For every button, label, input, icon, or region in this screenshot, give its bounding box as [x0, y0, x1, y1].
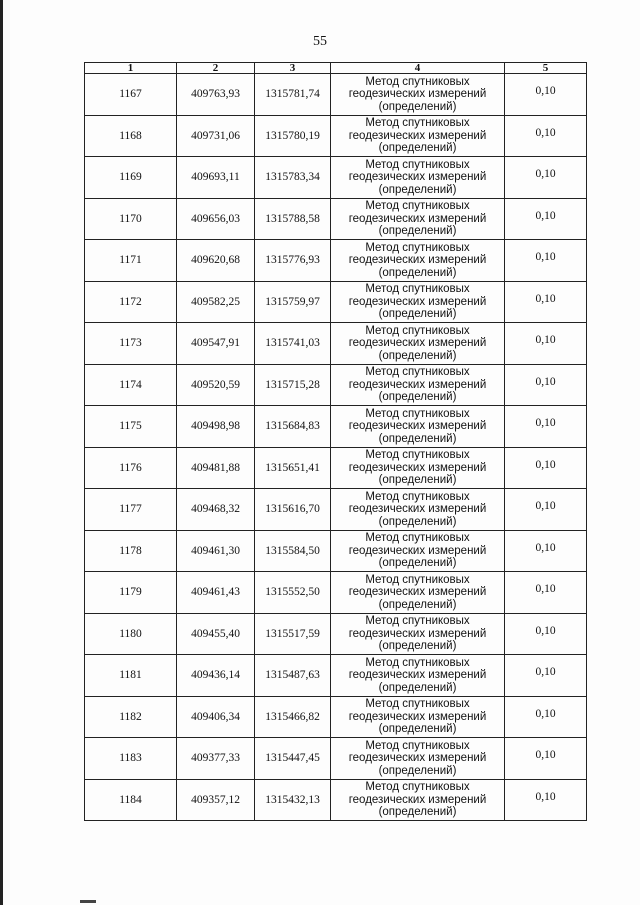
method-cell [331, 157, 505, 199]
method-line: геодезических измерений [348, 88, 487, 100]
point-number-cell: 1172 [85, 281, 177, 323]
method-line: геодезических измерений [348, 378, 487, 391]
method-line: (определений) [378, 598, 457, 611]
method-line: геодезических измерений [348, 212, 487, 225]
method-line: (определений) [378, 349, 457, 362]
method-cell [331, 115, 505, 157]
coord-y-cell: 1315584,50 [255, 530, 331, 572]
accuracy-cell [505, 115, 587, 157]
accuracy-cell [505, 530, 587, 572]
method-line: (определений) [378, 557, 457, 569]
point-number-cell: 1180 [85, 613, 177, 655]
accuracy-cell [505, 613, 587, 655]
table-row [85, 198, 587, 240]
coord-x-cell: 409620,68 [177, 240, 255, 282]
point-number-cell: 1181 [85, 655, 177, 697]
accuracy-cell [505, 738, 587, 780]
coord-y-cell: 1315616,70 [255, 489, 331, 531]
table-row [85, 281, 587, 323]
accuracy-value: 0,10 [535, 541, 556, 554]
coord-x-cell: 409406,34 [177, 696, 255, 738]
page-number: 55 [313, 34, 327, 49]
accuracy-cell [505, 198, 587, 240]
accuracy-value: 0,10 [535, 375, 556, 388]
point-number-cell: 1173 [85, 323, 177, 365]
method-line: геодезических измерений [348, 171, 487, 183]
table-row [85, 74, 587, 116]
method-line: геодезических измерений [348, 669, 487, 681]
coordinates-table [84, 62, 587, 821]
method-cell [331, 530, 505, 572]
table-body [85, 74, 587, 821]
method-line: Метод спутниковых [365, 781, 470, 793]
method-cell [331, 74, 505, 116]
point-number-cell: 1168 [85, 115, 177, 157]
accuracy-value: 0,10 [535, 707, 556, 720]
method-line: Метод спутниковых [365, 366, 470, 378]
table-row [85, 655, 587, 697]
method-line: геодезических измерений [348, 254, 487, 266]
method-line: Метод спутниковых [365, 698, 470, 710]
point-number-cell: 1174 [85, 364, 177, 406]
accuracy-cell [505, 364, 587, 406]
coord-x-cell: 409357,12 [177, 779, 255, 821]
coord-x-cell: 409461,43 [177, 572, 255, 614]
method-cell [331, 447, 505, 489]
coord-y-cell: 1315783,34 [255, 157, 331, 199]
table-row [85, 240, 587, 282]
method-line: (определений) [378, 681, 457, 694]
accuracy-value: 0,10 [535, 85, 556, 98]
accuracy-value: 0,10 [535, 500, 556, 513]
coord-y-cell: 1315432,13 [255, 779, 331, 821]
coord-y-cell: 1315776,93 [255, 240, 331, 282]
scan-mark [80, 900, 96, 903]
point-number-cell: 1167 [85, 74, 177, 116]
accuracy-cell [505, 447, 587, 489]
coord-x-cell: 409693,11 [177, 157, 255, 199]
accuracy-cell [505, 281, 587, 323]
method-line: геодезических измерений [348, 420, 487, 432]
header-row [85, 63, 587, 74]
coord-x-cell: 409763,93 [177, 74, 255, 116]
method-line: Метод спутниковых [365, 490, 470, 503]
method-line: геодезических измерений [348, 793, 487, 806]
accuracy-cell [505, 489, 587, 531]
coord-y-cell: 1315715,28 [255, 364, 331, 406]
method-line: (определений) [378, 225, 457, 237]
table-row [85, 447, 587, 489]
method-cell [331, 281, 505, 323]
method-cell [331, 198, 505, 240]
method-line: геодезических измерений [348, 627, 487, 640]
method-line: геодезических измерений [348, 129, 487, 142]
method-cell [331, 738, 505, 780]
table-row [85, 115, 587, 157]
accuracy-cell [505, 779, 587, 821]
method-line: Метод спутниковых [365, 739, 470, 752]
scan-edge [0, 0, 3, 905]
accuracy-cell [505, 323, 587, 365]
point-number-cell: 1177 [85, 489, 177, 531]
point-number-cell: 1178 [85, 530, 177, 572]
header-col-2: 2 [177, 63, 255, 74]
accuracy-cell [505, 157, 587, 199]
table-row [85, 613, 587, 655]
coord-x-cell: 409547,91 [177, 323, 255, 365]
coord-y-cell: 1315651,41 [255, 447, 331, 489]
method-line: (определений) [378, 183, 457, 196]
method-line: Метод спутниковых [365, 615, 470, 627]
accuracy-value: 0,10 [535, 749, 556, 762]
method-line: геодезических измерений [348, 752, 487, 764]
accuracy-cell [505, 572, 587, 614]
method-cell [331, 240, 505, 282]
method-line: Метод спутниковых [365, 283, 470, 295]
accuracy-value: 0,10 [535, 126, 556, 139]
method-line: Метод спутниковых [365, 407, 470, 420]
point-number-cell: 1169 [85, 157, 177, 199]
coord-x-cell: 409468,32 [177, 489, 255, 531]
coord-y-cell: 1315447,45 [255, 738, 331, 780]
method-cell [331, 655, 505, 697]
accuracy-cell [505, 655, 587, 697]
coord-y-cell: 1315781,74 [255, 74, 331, 116]
method-cell [331, 406, 505, 448]
method-line: (определений) [378, 308, 457, 320]
coord-y-cell: 1315780,19 [255, 115, 331, 157]
method-line: (определений) [378, 806, 457, 818]
method-cell [331, 364, 505, 406]
coord-y-cell: 1315552,50 [255, 572, 331, 614]
header-col-5: 5 [505, 63, 587, 74]
method-line: геодезических измерений [348, 503, 487, 515]
accuracy-value: 0,10 [535, 209, 556, 222]
method-line: Метод спутниковых [365, 158, 470, 171]
table-row [85, 696, 587, 738]
method-line: Метод спутниковых [365, 200, 470, 212]
method-line: Метод спутниковых [365, 656, 470, 669]
method-line: геодезических измерений [348, 710, 487, 723]
accuracy-value: 0,10 [535, 334, 556, 347]
method-line: (определений) [378, 391, 457, 403]
method-line: (определений) [378, 515, 457, 528]
method-line: геодезических измерений [348, 586, 487, 598]
coord-y-cell: 1315684,83 [255, 406, 331, 448]
accuracy-value: 0,10 [535, 417, 556, 430]
method-cell [331, 779, 505, 821]
table-row [85, 738, 587, 780]
accuracy-cell [505, 240, 587, 282]
method-line: (определений) [378, 432, 457, 445]
table-row [85, 572, 587, 614]
point-number-cell: 1170 [85, 198, 177, 240]
accuracy-value: 0,10 [535, 666, 556, 679]
coord-x-cell: 409455,40 [177, 613, 255, 655]
accuracy-value: 0,10 [535, 458, 556, 471]
method-line: (определений) [378, 764, 457, 777]
point-number-cell: 1179 [85, 572, 177, 614]
coord-y-cell: 1315741,03 [255, 323, 331, 365]
accuracy-value: 0,10 [535, 583, 556, 596]
coord-x-cell: 409498,98 [177, 406, 255, 448]
method-line: Метод спутниковых [365, 241, 470, 254]
accuracy-value: 0,10 [535, 790, 556, 803]
coord-x-cell: 409377,33 [177, 738, 255, 780]
method-line: Метод спутниковых [365, 532, 470, 544]
coord-y-cell: 1315487,63 [255, 655, 331, 697]
coord-x-cell: 409436,14 [177, 655, 255, 697]
table-row [85, 364, 587, 406]
method-line: Метод спутниковых [365, 449, 470, 461]
method-line: (определений) [378, 100, 457, 113]
header-col-3: 3 [255, 63, 331, 74]
method-line: (определений) [378, 640, 457, 652]
table-row [85, 779, 587, 821]
method-cell [331, 696, 505, 738]
method-line: (определений) [378, 723, 457, 735]
table-row [85, 406, 587, 448]
header-col-1: 1 [85, 63, 177, 74]
method-line: Метод спутниковых [365, 117, 470, 129]
accuracy-value: 0,10 [535, 292, 556, 305]
coord-y-cell: 1315759,97 [255, 281, 331, 323]
point-number-cell: 1184 [85, 779, 177, 821]
accuracy-value: 0,10 [535, 251, 556, 264]
method-cell [331, 572, 505, 614]
accuracy-value: 0,10 [535, 624, 556, 637]
header-col-4: 4 [331, 63, 505, 74]
method-line: (определений) [378, 474, 457, 486]
coord-y-cell: 1315466,82 [255, 696, 331, 738]
point-number-cell: 1182 [85, 696, 177, 738]
point-number-cell: 1176 [85, 447, 177, 489]
coord-y-cell: 1315517,59 [255, 613, 331, 655]
coord-x-cell: 409461,30 [177, 530, 255, 572]
accuracy-cell [505, 406, 587, 448]
accuracy-value: 0,10 [535, 168, 556, 181]
point-number-cell: 1175 [85, 406, 177, 448]
method-line: геодезических измерений [348, 295, 487, 308]
coord-x-cell: 409582,25 [177, 281, 255, 323]
method-cell [331, 489, 505, 531]
coord-x-cell: 409731,06 [177, 115, 255, 157]
point-number-cell: 1183 [85, 738, 177, 780]
coord-x-cell: 409656,03 [177, 198, 255, 240]
table-row [85, 530, 587, 572]
method-cell [331, 323, 505, 365]
accuracy-cell [505, 696, 587, 738]
method-line: Метод спутниковых [365, 573, 470, 586]
method-line: (определений) [378, 266, 457, 279]
method-line: Метод спутниковых [365, 324, 470, 337]
method-line: Метод спутниковых [365, 75, 470, 88]
method-line: геодезических измерений [348, 544, 487, 557]
table-row [85, 489, 587, 531]
method-line: геодезических измерений [348, 337, 487, 349]
method-line: (определений) [378, 142, 457, 154]
coord-y-cell: 1315788,58 [255, 198, 331, 240]
coord-x-cell: 409520,59 [177, 364, 255, 406]
table-row [85, 323, 587, 365]
table-row [85, 157, 587, 199]
method-cell [331, 613, 505, 655]
method-line: геодезических измерений [348, 461, 487, 474]
point-number-cell: 1171 [85, 240, 177, 282]
coord-x-cell: 409481,88 [177, 447, 255, 489]
accuracy-cell [505, 74, 587, 116]
